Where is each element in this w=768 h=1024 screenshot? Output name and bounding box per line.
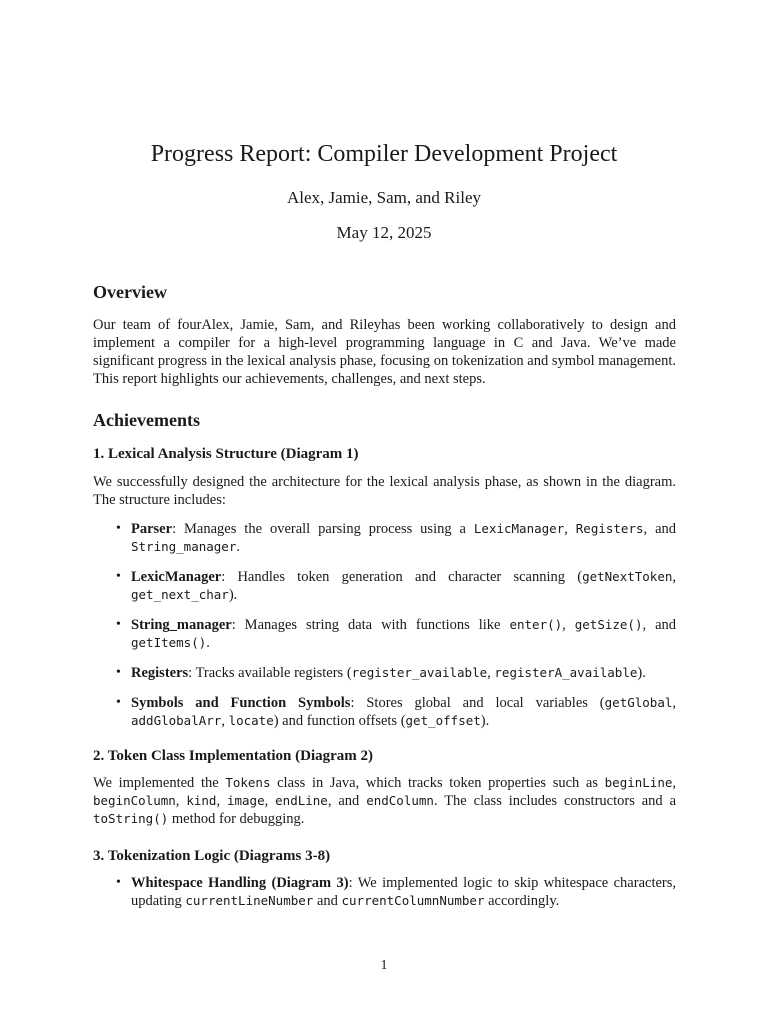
code-term: get_offset xyxy=(405,713,481,728)
item-text: : Handles token generation and character scanning ( xyxy=(221,569,583,585)
code-term: String_manager xyxy=(131,539,237,554)
code-term: beginColumn xyxy=(93,793,176,808)
code-term: locate xyxy=(228,713,274,728)
subsection-1-heading: 1. Lexical Analysis Structure (Diagram 1) xyxy=(93,446,359,462)
code-term: getSize() xyxy=(574,617,643,632)
document-title: Progress Report: Compiler Development Project xyxy=(150,141,618,167)
subsection-1-intro-block xyxy=(93,473,676,509)
item-text: , and xyxy=(643,521,677,537)
component-list xyxy=(93,520,676,730)
bullet-glyph: • xyxy=(116,695,121,710)
bullet-glyph: • xyxy=(116,569,121,584)
bullet-glyph: • xyxy=(116,875,121,890)
item-name: LexicManager xyxy=(131,569,222,585)
code-term: endLine xyxy=(275,793,328,808)
tokenization-list xyxy=(93,874,676,910)
item-text: : Manages string data with functions like xyxy=(231,617,510,633)
para-text: We implemented the xyxy=(93,775,226,791)
item-text: . xyxy=(236,539,240,555)
item-text: : Stores global and local variables ( xyxy=(350,695,605,711)
item-text: , xyxy=(564,521,576,537)
code-term: get_next_char xyxy=(131,587,229,602)
code-term: getItems() xyxy=(131,635,207,650)
list-item-string-manager xyxy=(93,616,676,652)
subsection-2-paragraph xyxy=(93,774,676,828)
list-item-registers xyxy=(93,664,676,682)
para-text: , xyxy=(216,793,227,809)
code-term: Registers xyxy=(575,521,644,536)
code-term: getNextToken xyxy=(582,569,673,584)
bullet-glyph: • xyxy=(116,665,121,680)
item-name: String_manager xyxy=(131,617,232,633)
item-name: Symbols and Function Symbols xyxy=(131,695,351,711)
para-text: . The class includes constructors and a xyxy=(433,793,677,809)
item-text: , and xyxy=(642,617,677,633)
code-term: enter() xyxy=(509,617,563,632)
item-text: : Manages the overall parsing process using a xyxy=(172,521,474,537)
item-text: , xyxy=(672,695,676,711)
para-text: method for debugging. xyxy=(168,811,305,827)
para-text: , xyxy=(672,775,677,791)
para-text: class in Java, which tracks token properties such as xyxy=(270,775,605,791)
para-text: , xyxy=(175,793,187,809)
document-authors: Alex, Jamie, Sam, and Riley xyxy=(286,188,482,207)
list-item-parser xyxy=(93,520,676,556)
item-text: and xyxy=(313,893,342,909)
subsection-2 xyxy=(93,746,676,766)
item-text: accordingly. xyxy=(484,893,560,909)
code-term: beginLine xyxy=(604,775,673,790)
code-term: currentColumnNumber xyxy=(341,893,485,908)
overview-paragraph: Our team of fourAlex, Jamie, Sam, and Rileyhas been working collaboratively to design and implement a compiler for a high-level programming language in C and Java. We’ve made significant progress in the lexical analysis phase, focusing on tokenization and symbol management. This report highlights our achievements, challenges, and next steps. xyxy=(93,317,676,387)
subsection-3-heading: 3. Tokenization Logic (Diagrams 3-8) xyxy=(93,848,331,864)
code-term: endColumn xyxy=(366,793,434,808)
code-term: toString() xyxy=(93,811,169,826)
list-item-whitespace xyxy=(93,874,676,910)
code-term: kind xyxy=(186,793,217,808)
bullet-glyph: • xyxy=(116,617,121,632)
subsection-2-paragraph-block xyxy=(93,774,676,828)
subsection-1 xyxy=(93,444,676,464)
code-term: LexicManager xyxy=(473,521,565,536)
code-term: Tokens xyxy=(225,775,271,790)
code-term: register_available xyxy=(351,665,488,680)
item-text: . xyxy=(206,635,210,651)
overview-heading: Overview xyxy=(93,282,167,302)
item-text: : We implemented logic to skip whitespace characters, updating xyxy=(131,875,677,909)
item-text: , xyxy=(562,617,575,633)
item-text: : Tracks available registers ( xyxy=(188,665,352,681)
item-text: , xyxy=(672,569,676,585)
page-number: 1 xyxy=(380,958,388,973)
item-name: Parser xyxy=(131,521,173,537)
achievements-heading: Achievements xyxy=(93,410,200,430)
code-term: getGlobal xyxy=(604,695,673,710)
overview-paragraph-block xyxy=(93,316,676,388)
item-text: ). xyxy=(637,665,646,681)
item-name: Registers xyxy=(131,665,189,681)
subsection-1-intro: We successfully designed the architecture for the lexical analysis phase, as shown in the diagram. The structure includes: xyxy=(93,474,676,508)
item-text: ). xyxy=(480,713,490,729)
item-text: , xyxy=(221,713,229,729)
list-item-symbols xyxy=(93,694,676,730)
para-text: , and xyxy=(327,793,367,809)
item-text: , xyxy=(487,665,495,681)
code-term: image xyxy=(226,793,265,808)
bullet-glyph: • xyxy=(116,521,121,536)
list-item-lexicmanager xyxy=(93,568,676,604)
para-text: , xyxy=(264,793,276,809)
document-date: May 12, 2025 xyxy=(336,223,432,242)
achievements-section xyxy=(93,408,676,432)
item-name: Whitespace Handling (Diagram 3) xyxy=(131,875,349,891)
subsection-2-heading: 2. Token Class Implementation (Diagram 2) xyxy=(93,748,374,764)
subsection-3 xyxy=(93,846,676,866)
item-text: ). xyxy=(228,587,238,603)
code-term: currentLineNumber xyxy=(185,893,314,908)
code-term: registerA_available xyxy=(494,665,638,680)
code-term: addGlobalArr xyxy=(131,713,222,728)
item-text: ) and function offsets ( xyxy=(273,713,406,729)
overview-section xyxy=(93,280,676,304)
